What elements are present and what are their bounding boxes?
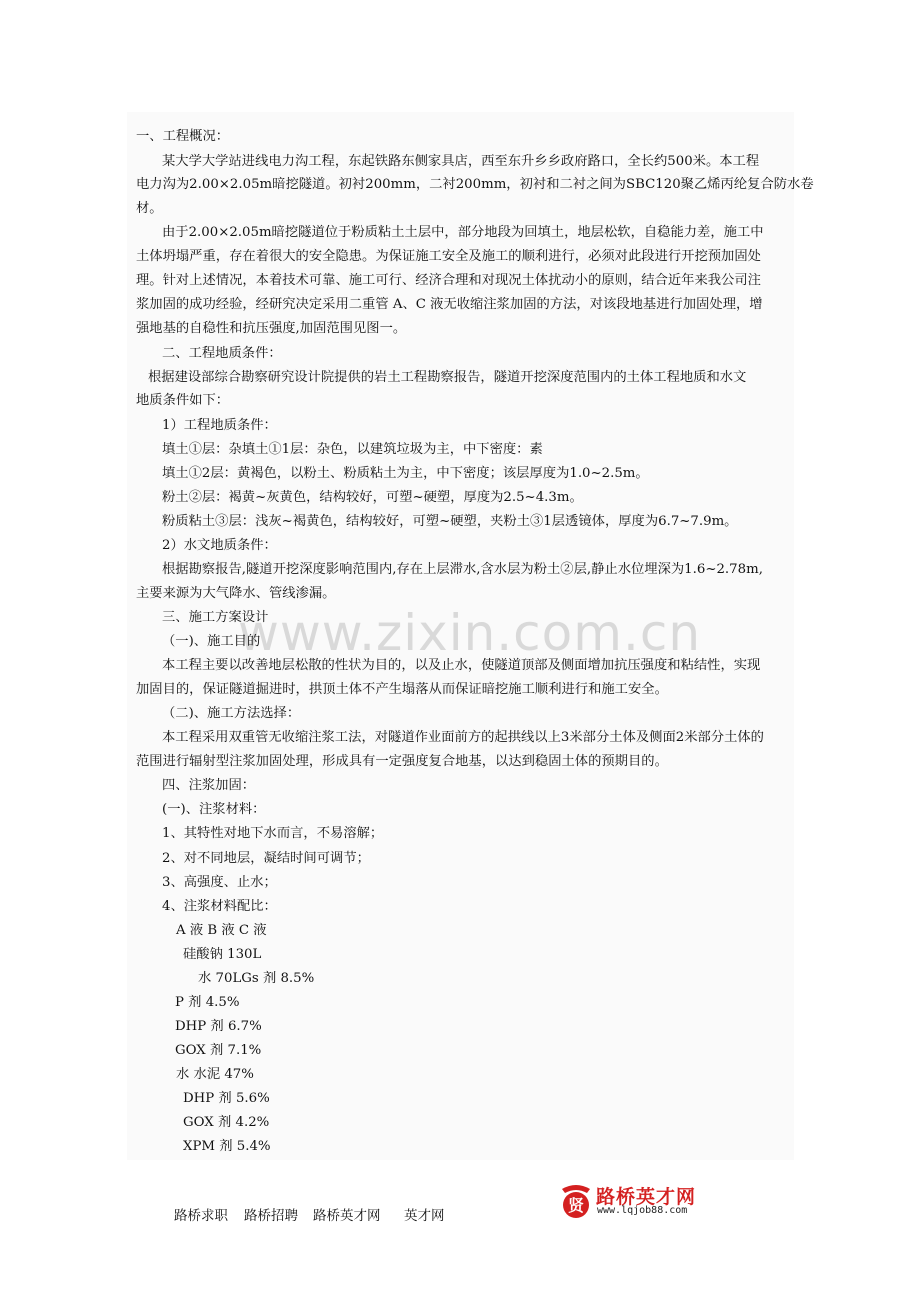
document-line: DHP 剂 5.6% (183, 1091, 270, 1106)
document-line: 主要来源为大气降水、管线渗漏。 (136, 586, 336, 601)
document-line: 强地基的自稳性和抗压强度,加固范围见图一。 (136, 321, 407, 336)
document-line: 1）工程地质条件： (162, 418, 277, 433)
logo-glyph: 贤 (567, 1196, 585, 1215)
document-line: (一)、注浆材料： (162, 802, 266, 817)
footer-link-talent-network[interactable]: 路桥英才网 (313, 1208, 381, 1224)
document-line: 浆加固的成功经验，经研究决定采用二重管 A、C 液无收缩注浆加固的方法，对该段地基进行加固处理，增 (136, 297, 763, 312)
document-line: （一)、施工目的 (162, 634, 261, 649)
document-line: DHP 剂 6.7% (175, 1019, 262, 1034)
document-line: 填土①2层：黄褐色，以粉土、粉质粘土为主，中下密度；该层厚度为1.0~2.5m。 (162, 466, 649, 481)
document-line: 由于2.00×2.05m暗挖隧道位于粉质粘土土层中，部分地段为回填土，地层松软，自稳能力差，施工中 (162, 225, 764, 240)
document-line: 粉土②层：褐黄~灰黄色，结构较好，可塑~硬塑，厚度为2.5~4.3m。 (162, 490, 583, 505)
document-line: 填土①层：杂填土①1层：杂色，以建筑垃圾为主，中下密度：素 (162, 442, 543, 457)
site-logo[interactable] (556, 1181, 746, 1221)
document-line: 1、其特性对地下水而言，不易溶解； (162, 826, 384, 841)
footer-link-recruitment[interactable]: 路桥招聘 (244, 1208, 298, 1224)
document-line: 理。针对上述情况，本着技术可靠、施工可行、经济合理和对现况土体扰动小的原则，结合近年来我公司注 (136, 273, 761, 288)
document-line: A 液 B 液 C 液 (176, 923, 267, 938)
document-line: 4、注浆材料配比： (162, 899, 277, 914)
document-line: 加固目的，保证隧道掘进时，拱顶土体不产生塌落从而保证暗挖施工顺利进行和施工安全。 (136, 682, 668, 697)
document-line: 根据勘察报告,隧道开挖深度影响范围内,存在上层滞水,含水层为粉土②层,静止水位埋深为1.6~2.78m, (162, 562, 763, 577)
logo-url: www.lqjob88.com (597, 1205, 688, 1216)
document-line: 本工程采用双重管无收缩注浆工法，对隧道作业面前方的起拱线以上3米部分土体及侧面2米部分土体的 (162, 730, 764, 745)
document-line: XPM 剂 5.4% (183, 1139, 271, 1154)
logo-mark-icon (556, 1181, 596, 1221)
document-line: 硅酸钠 130L (183, 947, 262, 962)
document-line: 土体坍塌严重，存在着很大的安全隐患。为保证施工安全及施工的顺利进行，必须对此段进行开挖预加固处 (136, 249, 761, 264)
watermark: www.zixin.com.cn (238, 604, 702, 662)
document-line: 一、工程概况： (136, 129, 230, 144)
document-line: 三、施工方案设计 (162, 610, 269, 625)
footer-link-talent[interactable]: 英才网 (404, 1208, 445, 1224)
document-line: 某大学大学站进线电力沟工程，东起铁路东侧家具店，西至东升乡乡政府路口，全长约500米。本工程 (162, 154, 760, 169)
document-line: P 剂 4.5% (175, 995, 240, 1010)
document-line: 电力沟为2.00×2.05m暗挖隧道。初衬200mm，二衬200mm，初衬和二衬之间为SBC120聚乙烯丙纶复合防水卷 (136, 177, 814, 192)
document-line: 2）水文地质条件： (162, 538, 277, 553)
document-line: 水 水泥 47% (176, 1067, 254, 1082)
document-line: 地质条件如下： (136, 393, 230, 408)
document-line: 3、高强度、止水； (162, 875, 277, 890)
document-line: 根据建设部综合勘察研究设计院提供的岩土工程勘察报告，隧道开挖深度范围内的土体工程地质和水文 (148, 370, 747, 385)
document-line: GOX 剂 4.2% (183, 1115, 270, 1130)
document-line: 水 70LGs 剂 8.5% (198, 971, 315, 986)
document-line: （二)、施工方法选择： (162, 706, 301, 721)
logo-name: 路桥英才网 (596, 1186, 697, 1208)
document-line: 2、对不同地层，凝结时间可调节； (162, 851, 370, 866)
document-line: 二、工程地质条件： (162, 346, 282, 361)
document-line: 范围进行辐射型注浆加固处理，形成具有一定强度复合地基，以达到稳固土体的预期目的。 (136, 754, 668, 769)
document-line: GOX 剂 7.1% (175, 1043, 262, 1058)
footer-link-job-search[interactable]: 路桥求职 (174, 1208, 228, 1224)
document-line: 四、注浆加固： (162, 778, 256, 793)
document-line: 材。 (136, 201, 163, 216)
document-line: 粉质粘土③层：浅灰~褐黄色，结构较好，可塑~硬塑，夹粉土③1层透镜体，厚度为6.7~7.9m。 (162, 514, 738, 529)
document-line: 本工程主要以改善地层松散的性状为目的，以及止水，使隧道顶部及侧面增加抗压强度和粘结性，实现 (162, 658, 761, 673)
